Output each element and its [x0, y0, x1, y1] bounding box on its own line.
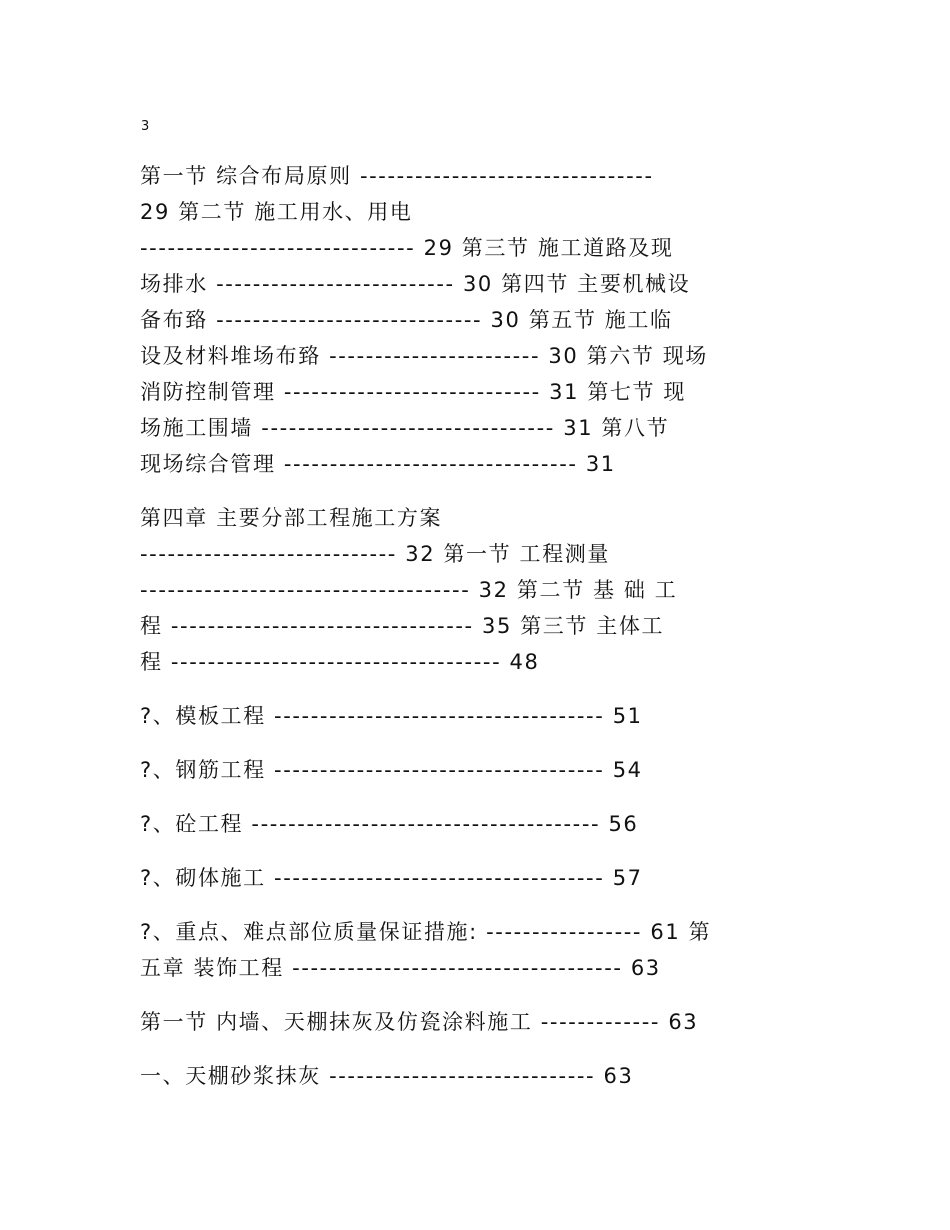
toc-entry-quality-measures [140, 914, 820, 986]
toc-line: 现场综合管理 -------------------------------- 31 [140, 452, 616, 476]
toc-entry-plastering [140, 1004, 820, 1040]
toc-line: 备布臵 ----------------------------- 30 第五节 施工临 [140, 308, 673, 332]
toc-line: 设及材料堆场布臵 ----------------------- 30 第六节 现场 [140, 344, 708, 368]
toc-line: 一、天棚砂浆抹灰 ----------------------------- 63 [140, 1064, 634, 1088]
page-number: 3 [141, 119, 150, 134]
toc-line: 场排水 -------------------------- 30 第四节 主要机械设 [140, 272, 691, 296]
toc-line: 场施工围墙 -------------------------------- 31 第八节 [140, 416, 670, 440]
toc-line: 程 ------------------------------------ 48 [140, 650, 540, 674]
toc-line: 第四章 主要分部工程施工方案 [140, 506, 443, 530]
table-of-contents [140, 158, 820, 1094]
toc-line: ?、砌体施工 ------------------------------------ 57 [140, 866, 643, 890]
toc-entry-section-3 [140, 158, 820, 482]
toc-line: 消防控制管理 ---------------------------- 31 第七节 现 [140, 380, 686, 404]
toc-line: 程 --------------------------------- 35 第三节 主体工 [140, 614, 665, 638]
toc-line: ------------------------------ 29 第三节 施工道路及现 [140, 236, 674, 260]
toc-line: ---------------------------- 32 第一节 工程测量 [140, 542, 610, 566]
toc-line: 第一节 内墙、天棚抹灰及仿瓷涂料施工 ------------- 63 [140, 1010, 699, 1034]
toc-entry-masonry [140, 860, 820, 896]
toc-line: ?、模板工程 ------------------------------------ 51 [140, 704, 643, 728]
toc-line: ?、钢筋工程 ------------------------------------ 54 [140, 758, 643, 782]
toc-line: ------------------------------------ 32 第二节 基 础 工 [140, 578, 678, 602]
toc-line: ?、重点、难点部位质量保证措施: ----------------- 61 第 [140, 920, 712, 944]
toc-entry-concrete [140, 806, 820, 842]
toc-entry-formwork [140, 698, 820, 734]
toc-line: 29 第二节 施工用水、用电 [140, 200, 413, 224]
toc-entry-ceiling-mortar [140, 1058, 820, 1094]
toc-line: 五章 装饰工程 ------------------------------------ 63 [140, 956, 661, 980]
toc-line: ?、砼工程 -------------------------------------- 56 [140, 812, 639, 836]
toc-line: 第一节 综合布局原则 -------------------------------- [140, 164, 654, 188]
toc-entry-rebar [140, 752, 820, 788]
toc-entry-chapter-4 [140, 500, 820, 680]
